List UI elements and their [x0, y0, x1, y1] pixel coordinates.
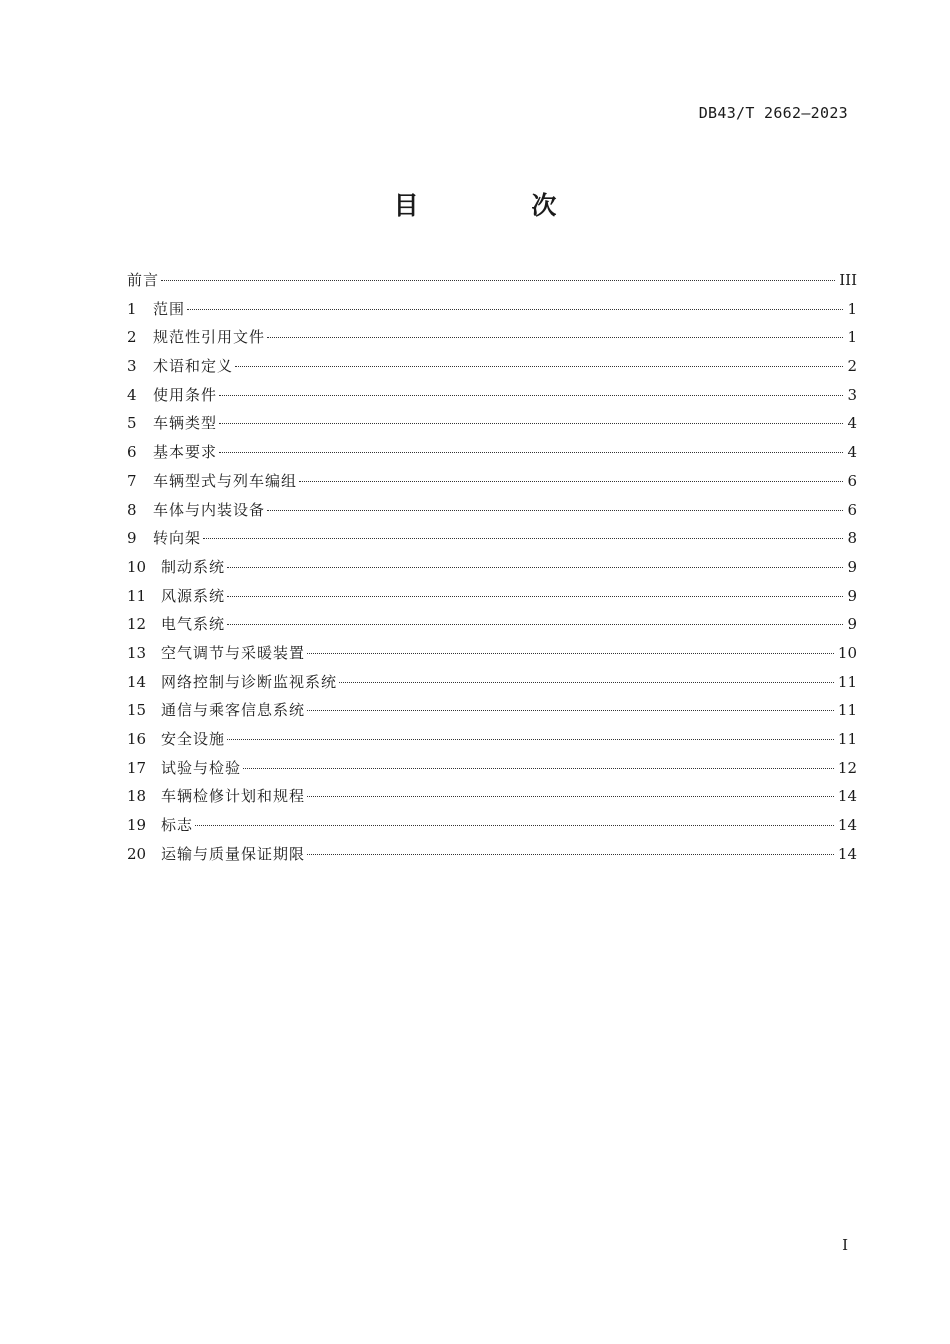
toc-entry-number: 14 [127, 672, 147, 691]
toc-leader-dots [227, 594, 843, 597]
toc-leader-dots [307, 651, 834, 654]
toc-entry-page: 6 [847, 500, 857, 519]
toc-entry-page: 14 [837, 844, 857, 863]
toc-entry-title: 试验与检验 [161, 758, 242, 777]
toc-entry-number: 2 [127, 328, 137, 347]
toc-entry-number: 12 [127, 615, 147, 634]
toc-entry-title: 空气调节与采暖装置 [161, 643, 306, 662]
toc-entry-number: 10 [127, 557, 147, 576]
toc-leader-dots [219, 450, 843, 453]
toc-entry-page: 2 [847, 357, 857, 376]
toc-entry-number: 3 [127, 357, 137, 376]
toc-leader-dots [299, 479, 843, 482]
toc-entry-page: 1 [847, 299, 857, 318]
toc-entry-page: 9 [847, 586, 857, 605]
toc-entry-title: 标志 [161, 816, 194, 835]
toc-leader-dots [339, 680, 834, 683]
toc-leader-dots [203, 536, 843, 539]
toc-entry[interactable] [127, 754, 857, 783]
toc-leader-dots [219, 421, 843, 424]
toc-entry[interactable] [127, 352, 857, 381]
toc-entry-page: 3 [847, 385, 857, 404]
toc-entry[interactable] [127, 696, 857, 725]
toc-entry[interactable] [127, 323, 857, 352]
toc-entry-number: 1 [127, 299, 137, 318]
toc-entry[interactable] [127, 582, 857, 611]
toc-entry-title: 范围 [153, 299, 186, 318]
toc-entry[interactable] [127, 438, 857, 467]
toc-entry-page: 11 [837, 730, 857, 748]
toc-entry-number: 7 [127, 471, 137, 490]
toc-leader-dots [161, 278, 835, 281]
toc-entry-number: 15 [127, 701, 147, 720]
toc-entry-title: 电气系统 [161, 615, 226, 634]
toc-entry[interactable] [127, 639, 857, 668]
toc-entry-number: 11 [127, 586, 147, 605]
toc-entry-page: 12 [837, 758, 857, 777]
toc-entry[interactable] [127, 840, 857, 869]
toc-entry-title: 安全设施 [161, 730, 226, 748]
toc-leader-dots [307, 794, 834, 797]
toc-entry[interactable] [127, 381, 857, 410]
toc-entry[interactable] [127, 553, 857, 582]
toc-entry[interactable] [127, 409, 857, 438]
toc-entry-page: 14 [837, 787, 857, 806]
toc-entry[interactable] [127, 782, 857, 811]
toc-entry[interactable] [127, 668, 857, 697]
toc-leader-dots [307, 708, 834, 711]
toc-entry[interactable] [127, 725, 857, 754]
toc-entry-page: 9 [847, 557, 857, 576]
toc-leader-dots [267, 508, 843, 511]
toc-entry-page: 9 [847, 615, 857, 634]
toc-entry-title: 转向架 [153, 529, 202, 548]
toc-entry-title: 车辆型式与列车编组 [153, 471, 298, 490]
toc-entry-page: 11 [837, 701, 857, 720]
toc-entry-number: 5 [127, 414, 137, 433]
toc-entry-page: 8 [847, 529, 857, 548]
toc-title: 目 次 [393, 191, 609, 220]
toc-leader-dots [195, 823, 834, 826]
toc-entry-page: 11 [837, 672, 857, 691]
toc-entry-title: 车体与内装设备 [153, 500, 266, 519]
toc-leader-dots [243, 766, 834, 769]
toc-entry-title: 运输与质量保证期限 [161, 844, 306, 863]
toc-leader-dots [267, 335, 843, 338]
toc-entry[interactable] [127, 524, 857, 553]
toc-entry-title: 车辆类型 [153, 414, 218, 433]
toc-entry-title: 术语和定义 [153, 357, 234, 376]
toc-entry-number: 6 [127, 443, 137, 462]
toc-entry-page: 10 [837, 643, 857, 662]
toc-entry-number: 20 [127, 844, 147, 863]
toc-entry-title: 制动系统 [161, 557, 226, 576]
toc-entry-title: 风源系统 [161, 586, 226, 605]
toc-entry-number: 8 [127, 500, 137, 519]
toc-entry-number: 19 [127, 816, 147, 835]
toc-leader-dots [227, 622, 843, 625]
toc-entry[interactable] [127, 811, 857, 840]
toc-leader-dots [227, 565, 843, 568]
toc-leader-dots [307, 852, 834, 855]
toc-entry-page: III [839, 271, 857, 289]
toc-entry-title: 使用条件 [153, 385, 218, 404]
toc-entry[interactable] [127, 467, 857, 496]
toc-leader-dots [219, 393, 843, 396]
toc-entry-title: 规范性引用文件 [153, 328, 266, 347]
document-code: DB43/T 2662—2023 [698, 104, 848, 122]
toc-entry-page: 4 [847, 414, 857, 433]
table-of-contents [127, 266, 857, 868]
toc-entry-number: 18 [127, 787, 147, 806]
toc-entry-title: 通信与乘客信息系统 [161, 701, 306, 720]
toc-entry-number: 16 [127, 730, 147, 748]
toc-entry[interactable] [127, 496, 857, 525]
toc-leader-dots [235, 364, 843, 367]
toc-entry-title: 前言 [127, 271, 160, 289]
toc-entry-number: 13 [127, 643, 147, 662]
toc-entry[interactable] [127, 295, 857, 324]
page-number: I [842, 1236, 848, 1254]
toc-entry-page: 4 [847, 443, 857, 462]
toc-entry[interactable] [127, 266, 857, 295]
toc-entry-number: 9 [127, 529, 137, 548]
toc-entry-title: 车辆检修计划和规程 [161, 787, 306, 806]
toc-leader-dots [227, 737, 834, 740]
toc-entry-number: 17 [127, 758, 147, 777]
toc-entry-title: 基本要求 [153, 443, 218, 462]
toc-entry-number: 4 [127, 385, 137, 404]
toc-entry-title: 网络控制与诊断监视系统 [161, 672, 338, 691]
toc-entry-page: 6 [847, 471, 857, 490]
toc-entry-page: 14 [837, 816, 857, 835]
toc-leader-dots [187, 307, 843, 310]
toc-entry[interactable] [127, 610, 857, 639]
toc-entry-page: 1 [847, 328, 857, 347]
